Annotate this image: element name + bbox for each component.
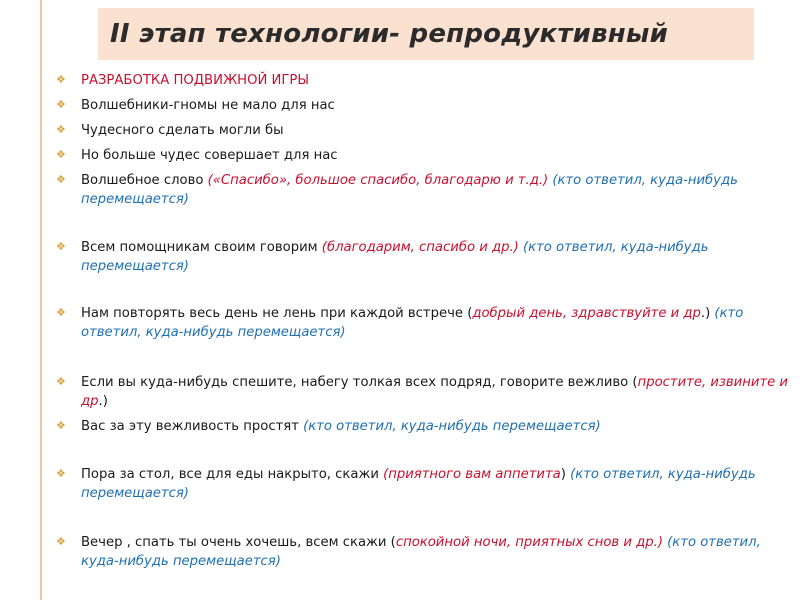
polite-words: спокойной ночи, приятных снов и др.) [395, 535, 663, 550]
instruction: (кто [714, 306, 744, 321]
diamond-bullet-icon: ❖ [56, 419, 66, 432]
text-line-content: Волшебники-гномы не мало для нас [81, 98, 335, 113]
instruction: (кто ответил, куда-нибудь перемещается) [303, 419, 601, 434]
diamond-bullet-icon: ❖ [56, 173, 66, 186]
instruction: куда-нибудь перемещается) [81, 554, 281, 569]
text-line-content: Пора за стол, все для еды накрыто, скажи [81, 467, 384, 482]
text-line [81, 146, 793, 165]
left-rule [40, 0, 42, 600]
diamond-bullet-icon: ❖ [56, 535, 66, 548]
instruction: перемещается) [81, 192, 189, 207]
diamond-bullet-icon: ❖ [56, 73, 66, 86]
diamond-bullet-icon: ❖ [56, 240, 66, 253]
text-line-content: Всем помощникам своим говорим [81, 240, 322, 255]
polite-words: простите, извините и [637, 375, 788, 390]
diamond-bullet-icon: ❖ [56, 306, 66, 319]
text-line [81, 304, 793, 323]
text-line-content: Нам повторять весь день не лень при каждой встрече ( [81, 306, 473, 321]
text-line-content: Если вы куда-нибудь спешите, набегу толкая всех подряд, говорите вежливо ( [81, 375, 638, 390]
text-line-content: Волшебное слово [81, 173, 208, 188]
text-line-content: Но больше чудес совершает для нас [81, 148, 338, 163]
text-line [81, 373, 793, 392]
text-line [81, 96, 793, 115]
instruction: ответил, куда-нибудь перемещается) [81, 325, 346, 340]
polite-words: др [81, 394, 99, 409]
instruction: (кто ответил, [662, 535, 761, 550]
text-line-content: Чудесного сделать могли бы [81, 123, 284, 138]
diamond-bullet-icon: ❖ [56, 467, 66, 480]
text-line-content: .) [700, 306, 715, 321]
title-bar [98, 8, 754, 60]
game-heading-text: РАЗРАБОТКА ПОДВИЖНОЙ ИГРЫ [81, 73, 310, 88]
instruction: (кто ответил, куда-нибудь [570, 467, 756, 482]
text-line [81, 417, 793, 436]
diamond-bullet-icon: ❖ [56, 375, 66, 388]
text-line [81, 465, 793, 484]
text-line-content: ) [560, 467, 571, 482]
text-line-content: .) [98, 394, 108, 409]
text-line [81, 171, 793, 190]
text-line [81, 552, 793, 571]
text-line [81, 190, 793, 209]
text-line [81, 257, 793, 276]
instruction: перемещается) [81, 259, 189, 274]
text-line [81, 121, 793, 140]
diamond-bullet-icon: ❖ [56, 123, 66, 136]
polite-words: (благодарим, спасибо и др.) [321, 240, 519, 255]
text-line-content: Вас за эту вежливость простят [81, 419, 304, 434]
instruction: перемещается) [81, 486, 189, 501]
text-line [81, 392, 793, 411]
polite-words: добрый день, здравствуйте и др [472, 306, 701, 321]
slide-title: II этап технологии- репродуктивный [110, 19, 669, 49]
text-line [81, 484, 793, 503]
diamond-bullet-icon: ❖ [56, 148, 66, 161]
text-line-content: Вечер , спать ты очень хочешь, всем скажи ( [81, 535, 396, 550]
instruction: (кто ответил, куда-нибудь [518, 240, 709, 255]
text-line [81, 533, 793, 552]
text-line [81, 238, 793, 257]
polite-words: («Спасибо», большое спасибо, благодарю и т.д.) [207, 173, 549, 188]
game-heading [81, 71, 793, 90]
instruction: (кто ответил, куда-нибудь [548, 173, 738, 188]
diamond-bullet-icon: ❖ [56, 98, 66, 111]
polite-words: (приятного вам аппетита [383, 467, 561, 482]
text-line [81, 323, 793, 342]
